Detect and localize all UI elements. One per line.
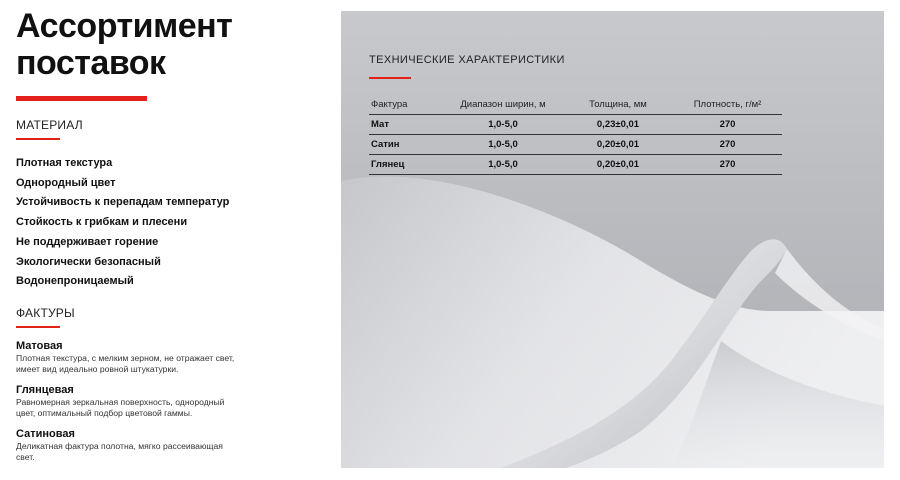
feature-item: Стойкость к грибкам и плесени — [16, 216, 188, 229]
texture-description: Равномерная зеркальная поверхность, однородный цвет, оптимальный подбор цветовой гаммы. — [16, 396, 225, 418]
texture-item-satin — [16, 428, 316, 463]
table-cell: 0,20±0,01 — [563, 155, 673, 175]
texture-name: Глянцевая — [16, 383, 74, 396]
film-sheet-illustration — [341, 11, 884, 468]
specs-panel — [341, 11, 884, 468]
table-row — [369, 155, 782, 175]
table-row — [369, 115, 782, 135]
feature-item: Экологически безопасный — [16, 255, 161, 268]
texture-name: Сатиновая — [16, 427, 75, 440]
left-column — [16, 8, 316, 463]
page-title-line-1: Ассортимент — [16, 7, 233, 45]
texture-name: Матовая — [16, 339, 63, 352]
specs-title-rule — [369, 77, 411, 79]
table-cell: 270 — [673, 115, 782, 135]
table-cell: 1,0-5,0 — [443, 135, 563, 155]
texture-description: Деликатная фактура полотна, мягко рассеивающая свет. — [16, 440, 223, 462]
column-header: Диапазон ширин, м — [443, 95, 563, 115]
specs-title: ТЕХНИЧЕСКИЕ ХАРАКТЕРИСТИКИ — [369, 54, 565, 66]
textures-heading-rule — [16, 326, 60, 328]
table-cell: 270 — [673, 155, 782, 175]
material-heading-rule — [16, 138, 60, 140]
feature-item: Плотная текстура — [16, 157, 113, 169]
table-cell: 0,23±0,01 — [563, 115, 673, 135]
table-cell: Сатин — [369, 135, 443, 155]
specs-table — [369, 95, 782, 175]
feature-item: Однородный цвет — [16, 176, 116, 189]
feature-item: Устойчивость к перепадам температур — [16, 196, 230, 209]
feature-item: Не поддерживает горение — [16, 235, 159, 248]
page-title — [16, 8, 256, 82]
column-header: Плотность, г/м² — [673, 95, 782, 115]
table-cell: Глянец — [369, 155, 443, 175]
table-cell: 1,0-5,0 — [443, 155, 563, 175]
table-cell: 1,0-5,0 — [443, 115, 563, 135]
column-header: Фактура — [369, 95, 443, 115]
table-row — [369, 135, 782, 155]
page-title-line-2: поставок — [16, 44, 166, 82]
feature-item: Водонепроницаемый — [16, 275, 134, 288]
title-accent-rule — [16, 96, 147, 101]
table-cell: Мат — [369, 115, 443, 135]
material-heading: МАТЕРИАЛ — [16, 118, 83, 132]
table-header-row — [369, 95, 782, 115]
texture-description: Плотная текстура, с мелким зерном, не отражает свет, имеет вид идеально ровной штукатурки. — [16, 352, 235, 374]
table-cell: 0,20±0,01 — [563, 135, 673, 155]
column-header: Толщина, мм — [563, 95, 673, 115]
texture-item-gloss — [16, 384, 316, 419]
table-cell: 270 — [673, 135, 782, 155]
texture-item-matte — [16, 340, 316, 375]
textures-heading: ФАКТУРЫ — [16, 305, 75, 320]
feature-list — [16, 154, 316, 292]
